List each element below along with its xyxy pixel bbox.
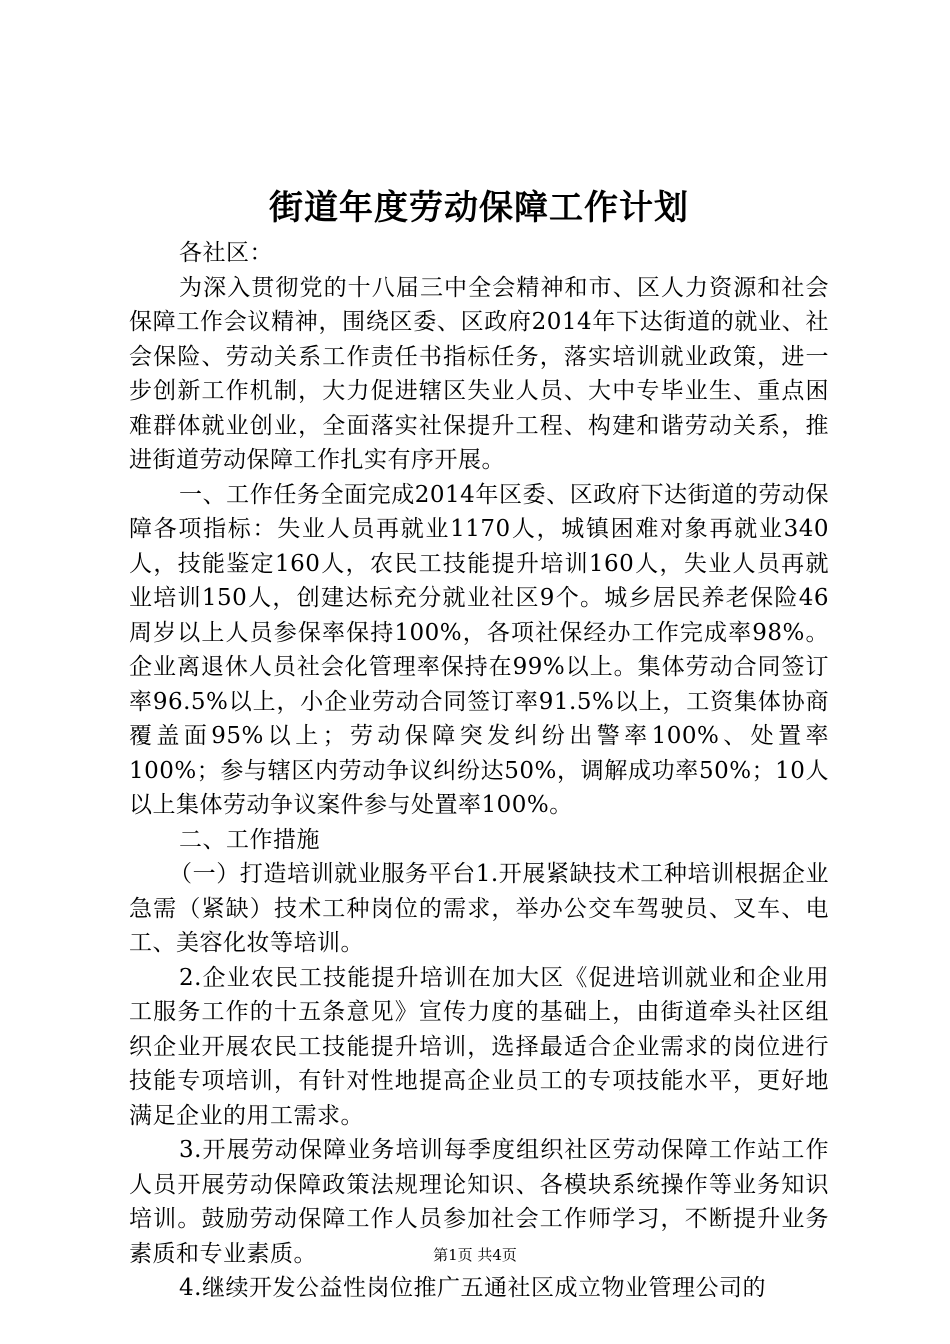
page-footer: 第1页 共4页 — [433, 1246, 517, 1264]
paragraph-measure-4: 4.继续开发公益性岗位推广五通社区成立物业管理公司的 — [179, 1275, 766, 1301]
paragraph-measure-2: 2.企业农民工技能提升培训在加大区《促进培训就业和企业用工服务工作的十五条意见》宣传力度的基础上，由街道牵头社区组织企业开展农民工技能提升培训，选择最适合企业需求的岗位进行技能专项培训，有针对性地提高企业员工的专项技能水平，更好地满足企业的用工需求。 — [129, 964, 829, 1129]
paragraph-intro: 为深入贯彻党的十八届三中全会精神和市、区人力资源和社会保障工作会议精神，围绕区委、区政府2014年下达街道的就业、社会保险、劳动关系工作责任书指标任务，落实培训就业政策，进一步创新工作机制，大力促进辖区失业人员、大中专毕业生、重点困难群体就业创业，全面落实社保提升工程、构建和谐劳动关系，推进街道劳动保障工作扎实有序开展。 — [129, 274, 829, 473]
paragraph-section-1: 一、工作任务全面完成2014年区委、区政府下达街道的劳动保障各项指标：失业人员再就业1170人，城镇困难对象再就业340人，技能鉴定160人，农民工技能提升培训160人，失业人员再就业培训150人，创建达标充分就业社区9个。城乡居民养老保险46周岁以上人员参保率保持100%，各项社保经办工作完成率98%。企业离退休人员社会化管理率保持在99%以上。集体劳动合同签订率96.5%以上，小企业劳动合同签订率91.5%以上，工资集体协商覆盖面95%以上；劳动保障突发纠纷出警率100%、处置率100%；参与辖区内劳动争议纠纷达50%，调解成功率50%；10人以上集体劳动争议案件参与处置率100%。 — [129, 481, 829, 818]
document-title: 街道年度劳动保障工作计划 — [269, 188, 689, 228]
document-body — [129, 236, 829, 1306]
paragraph-section-2-heading: 二、工作措施 — [179, 826, 320, 853]
paragraph-salutation: 各社区： — [179, 240, 273, 266]
paragraph-measure-3: 3.开展劳动保障业务培训每季度组织社区劳动保障工作站工作人员开展劳动保障政策法规理论知识、各模块系统操作等业务知识培训。鼓励劳动保障工作人员参加社会工作师学习，不断提升业务素质和专业素质。 — [129, 1137, 829, 1267]
paragraph-measure-1: （一）打造培训就业服务平台1.开展紧缺技术工种培训根据企业急需（紧缺）技术工种岗位的需求，举办公交车驾驶员、叉车、电工、美容化妆等培训。 — [129, 861, 829, 956]
